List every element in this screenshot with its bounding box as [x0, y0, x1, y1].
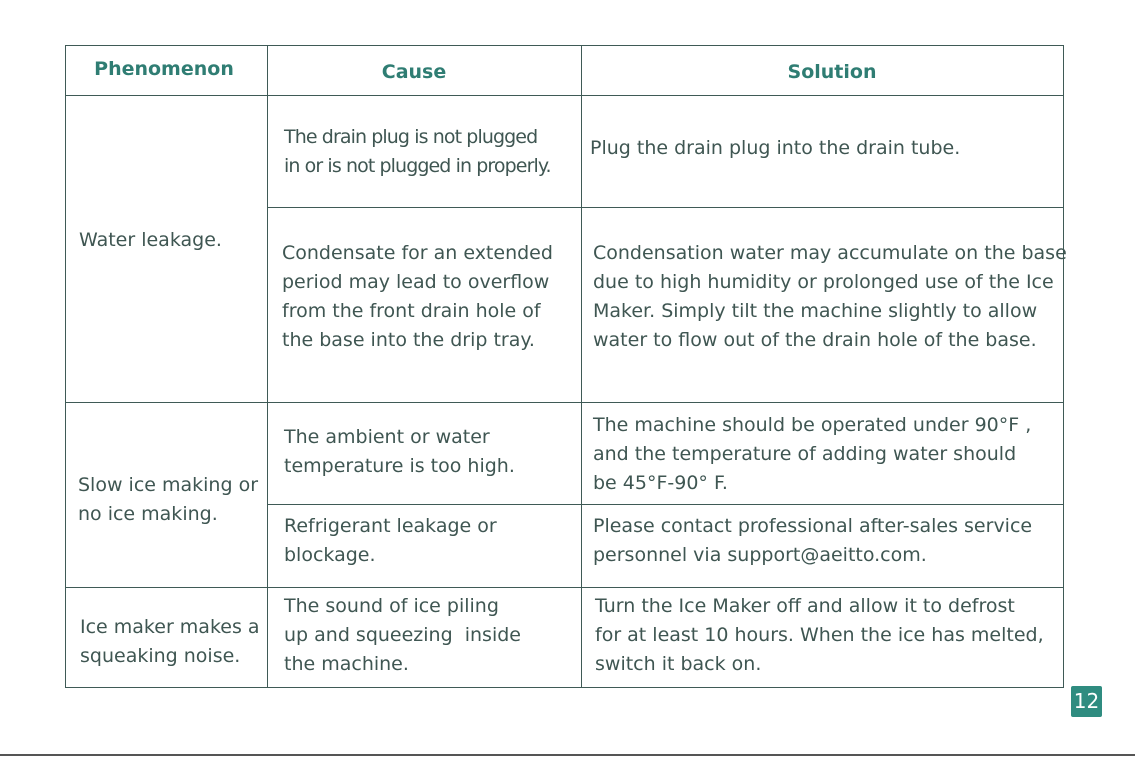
cause-high-temperature: The ambient or water temperature is too high. — [284, 426, 515, 477]
header-cause: Cause — [381, 61, 447, 83]
solution-drain-plug: Plug the drain plug into the drain tube. — [590, 137, 961, 159]
cause-condensate: Condensate for an extended period may lead to overflow from the front drain hole of the base into the drip tray. — [282, 242, 553, 351]
phenomenon-squeaking: Ice maker makes a squeaking noise. — [80, 616, 260, 667]
phenomenon-slow-ice: Slow ice making or no ice making. — [78, 474, 259, 525]
solution-operating-temperature: The machine should be operated under 90°F , and the temperature of adding water should be 45°F-90° F. — [593, 414, 1032, 494]
page-number-badge: 12 — [1071, 686, 1102, 717]
bottom-rule — [0, 754, 1135, 756]
cause-drain-plug: The drain plug is not plugged in or is not plugged in properly. — [284, 126, 551, 177]
table-border-bottom — [65, 687, 1064, 688]
table-border-top — [65, 45, 1064, 46]
table-border-row2-split — [267, 504, 1064, 505]
phenomenon-water-leakage: Water leakage. — [79, 229, 222, 251]
table-border-col2 — [581, 45, 582, 688]
cause-ice-piling: The sound of ice piling up and squeezing inside the machine. — [284, 595, 521, 675]
table-border-col1 — [267, 45, 268, 688]
table-border-row1-split — [267, 207, 1064, 208]
header-solution: Solution — [787, 61, 877, 83]
table-border-row2-bottom — [65, 587, 1064, 588]
cause-refrigerant: Refrigerant leakage or blockage. — [284, 515, 497, 566]
header-phenomenon: Phenomenon — [94, 58, 234, 80]
table-border-row1-bottom — [65, 402, 1064, 403]
solution-contact-support: Please contact professional after-sales service personnel via support@aeitto.com. — [593, 515, 1033, 566]
solution-condensation: Condensation water may accumulate on the base due to high humidity or prolonged use of the Ice Maker. Simply tilt the machine slightly to allow water to flow out of the drain hole of the base. — [593, 242, 1067, 351]
table-border-header-bottom — [65, 95, 1064, 96]
table-border-left — [65, 45, 66, 688]
solution-defrost: Turn the Ice Maker off and allow it to defrost for at least 10 hours. When the ice has melted, switch it back on. — [595, 595, 1044, 675]
table-border-right — [1063, 45, 1064, 688]
